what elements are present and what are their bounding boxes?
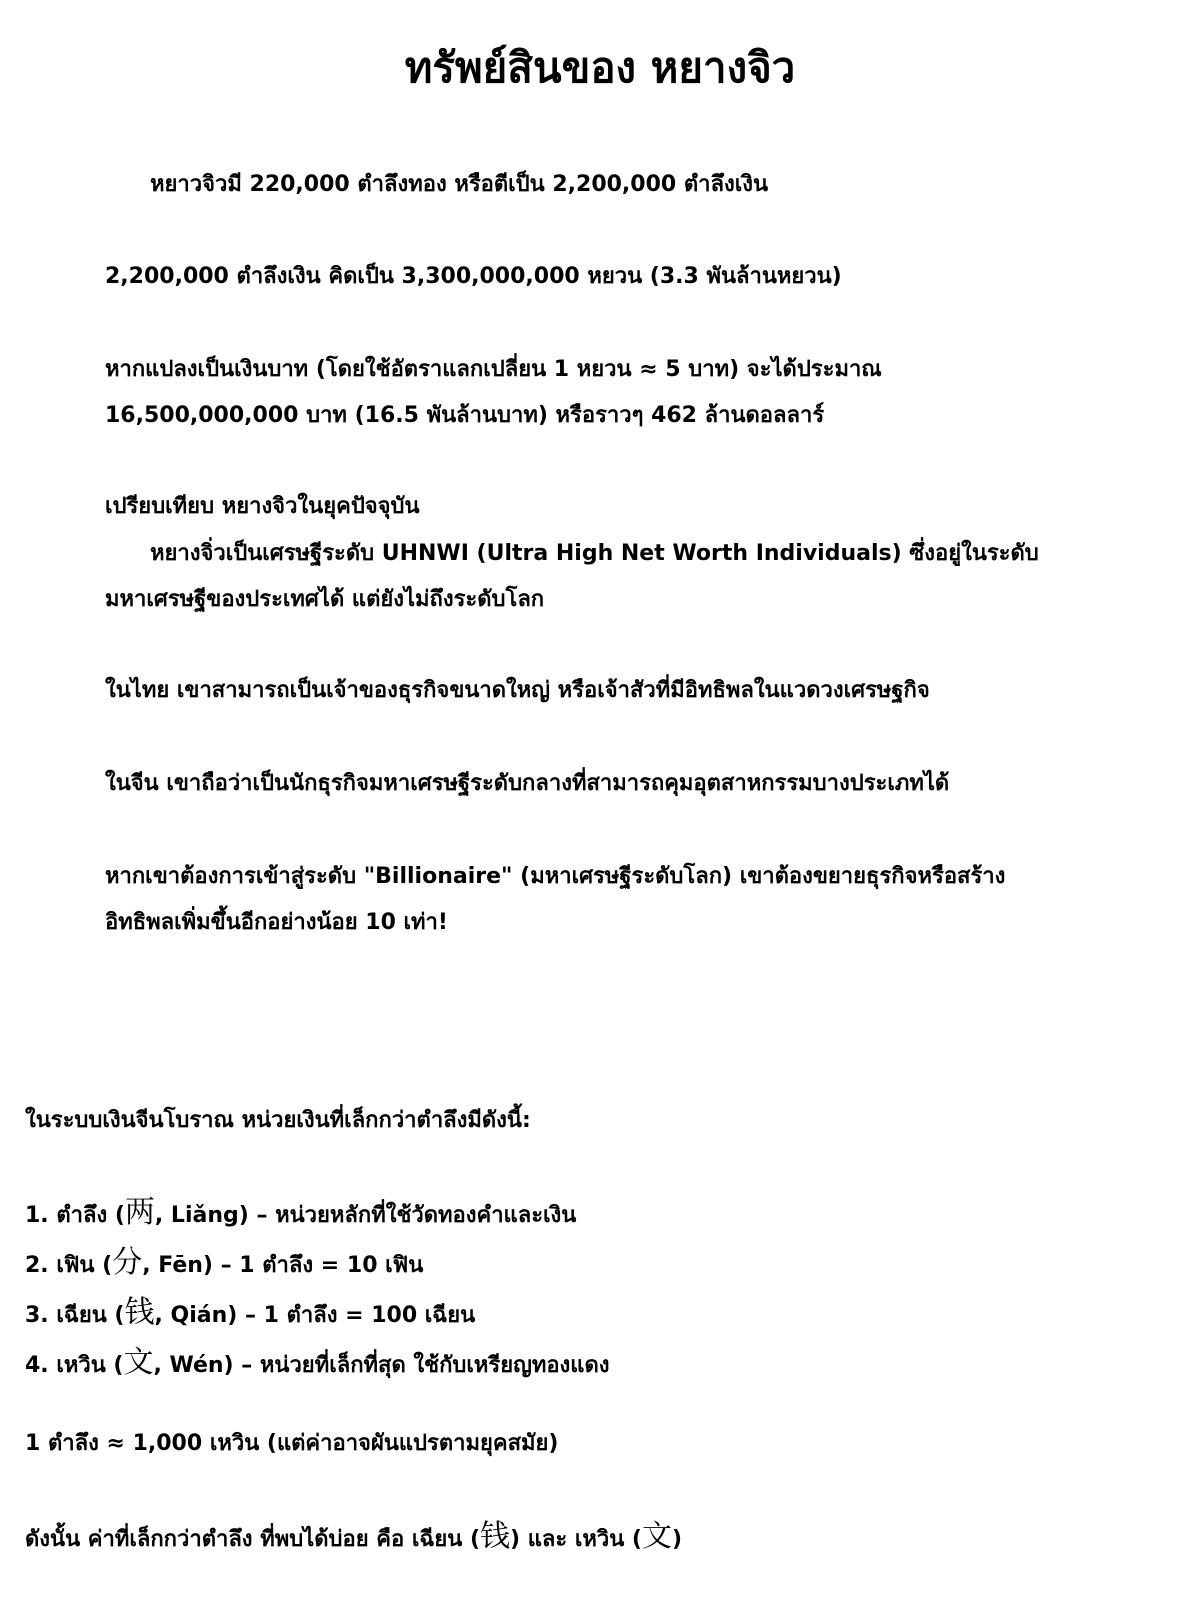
conclusion-text-2: ) และ เหวิน (	[510, 1527, 642, 1552]
comparison-paragraph	[105, 531, 1105, 623]
unit-item-prefix: 4. เหวิน (	[25, 1353, 124, 1378]
comparison-line-1: หยางจิ่วเป็นเศรษฐีระดับ UHNWI (Ultra High Net Worth Individuals) ซึ่งอยู่ในระดับ	[150, 541, 1039, 566]
unit-item-char: 分	[112, 1245, 143, 1280]
unit-item-prefix: 3. เฉียน (	[25, 1303, 125, 1328]
unit-item-text: , Fēn) – 1 ตำลึง = 10 เฟิน	[142, 1253, 424, 1278]
unit-item-prefix: 1. ตำลึง (	[25, 1203, 125, 1228]
unit-item-text: , Wén) – หน่วยที่เล็กที่สุด ใช้กับเหรียญทองแดง	[153, 1353, 610, 1378]
billionaire-line-1: หากเขาต้องการเข้าสู่ระดับ "Billionaire" (มหาเศรษฐีระดับโลก) เขาต้องขยายธุรกิจหรือสร้าง	[105, 864, 1006, 889]
thailand-paragraph: ในไทย เขาสามารถเป็นเจ้าของธุรกิจขนาดใหญ่ หรือเจ้าสัวที่มีอิทธิพลในแวดวงเศรษฐกิจ	[105, 678, 930, 703]
list-item	[25, 1189, 1160, 1239]
units-list	[25, 1189, 1160, 1389]
conclusion-text-1: ดังนั้น ค่าที่เล็กกว่าตำลึง ที่พบได้บ่อย คือ เฉียน (	[25, 1527, 480, 1552]
billionaire-line-2: อิทธิพลเพิ่มขึ้นอีกอย่างน้อย 10 เท่า!	[105, 910, 448, 935]
baht-conversion-line-2: 16,500,000,000 บาท (16.5 พันล้านบาท) หรือราวๆ 462 ล้านดอลลาร์	[105, 403, 825, 428]
unit-item-char: 两	[124, 1195, 155, 1230]
list-item	[25, 1239, 1160, 1289]
comparison-heading: เปรียบเทียบ หยางจิวในยุคปัจจุบัน	[105, 494, 420, 519]
page-title: ทรัพย์สินของ หยางจิว	[404, 43, 796, 92]
approx-conversion: 1 ตำลึง ≈ 1,000 เหวิน (แต่ค่าอาจผันแปรตามยุคสมัย)	[25, 1431, 559, 1456]
conclusion-char-1: 钱	[480, 1519, 510, 1554]
conclusion	[25, 1513, 1160, 1563]
baht-conversion-line-1: หากแปลงเป็นเงินบาท (โดยใช้อัตราแลกเปลี่ยน 1 หยวน ≈ 5 บาท) จะได้ประมาณ	[105, 357, 882, 382]
unit-item-text: , Qián) – 1 ตำลึง = 100 เฉียน	[154, 1303, 476, 1328]
billionaire-paragraph	[105, 854, 1105, 946]
unit-item-char: 文	[123, 1345, 154, 1380]
comparison-line-2: มหาเศรษฐีของประเทศได้ แต่ยังไม่ถึงระดับโลก	[105, 587, 545, 612]
unit-item-prefix: 2. เฟิน (	[25, 1253, 113, 1278]
list-item	[25, 1339, 1160, 1389]
baht-conversion-paragraph	[105, 347, 1105, 439]
units-intro: ในระบบเงินจีนโบราณ หน่วยเงินที่เล็กกว่าตำลึงมีดังนี้:	[25, 1108, 531, 1133]
conclusion-char-2: 文	[641, 1519, 672, 1554]
unit-item-text: , Liǎng) – หน่วยหลักที่ใช้วัดทองคำและเงิน	[154, 1203, 577, 1228]
wealth-paragraph: หยาวจิวมี 220,000 ตำลึงทอง หรือตีเป็น 2,200,000 ตำลึงเงิน	[150, 172, 769, 197]
unit-item-char: 钱	[124, 1295, 155, 1330]
list-item	[25, 1289, 1160, 1339]
yuan-conversion-paragraph: 2,200,000 ตำลึงเงิน คิดเป็น 3,300,000,000 หยวน (3.3 พันล้านหยวน)	[105, 264, 842, 289]
conclusion-text-3: )	[671, 1527, 683, 1552]
china-paragraph: ในจีน เขาถือว่าเป็นนักธุรกิจมหาเศรษฐีระดับกลางที่สามารถคุมอุตสาหกรรมบางประเภทได้	[105, 771, 950, 796]
